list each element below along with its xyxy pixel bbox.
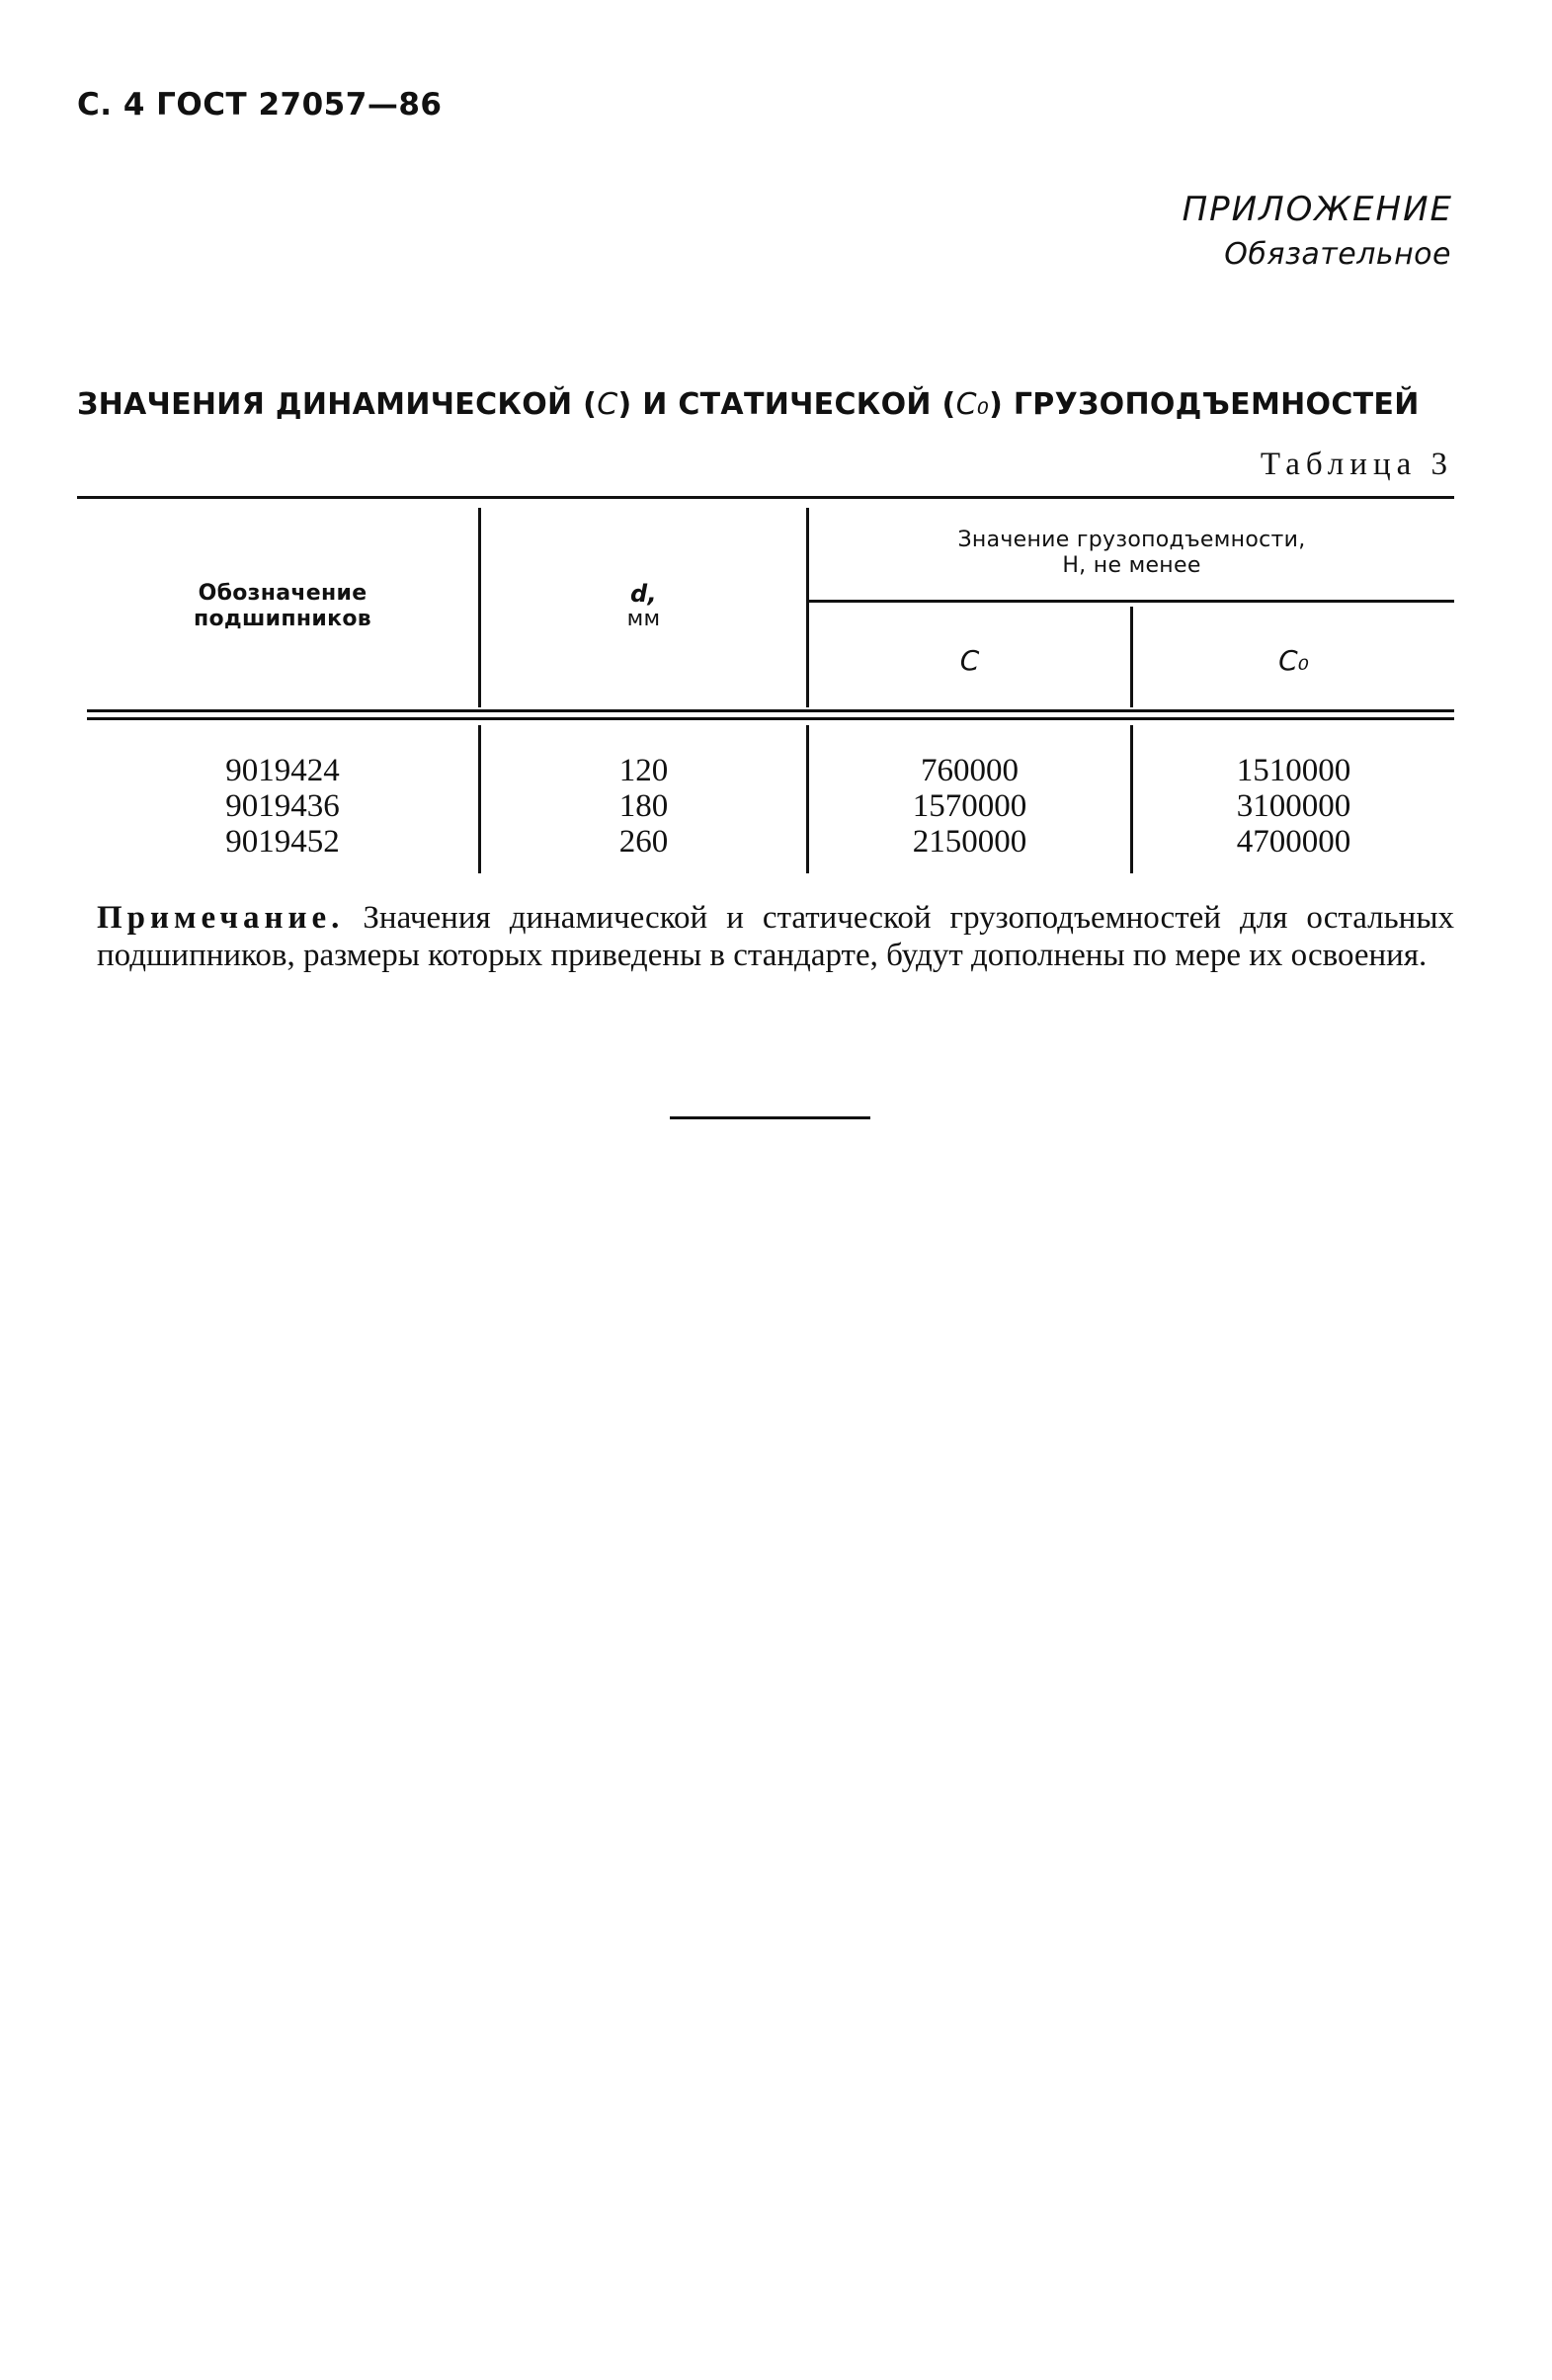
- table-cell: 9019452: [225, 824, 340, 860]
- header-capacity-line-2: Н, не менее: [1062, 553, 1201, 578]
- header-designation: [87, 581, 478, 632]
- header-diameter-symbol: d,: [630, 580, 657, 608]
- column-diameter: [481, 753, 806, 860]
- capacity-header-rule: [808, 600, 1454, 603]
- document-title: [77, 387, 1454, 422]
- table-cell: 3100000: [1236, 788, 1351, 824]
- header-diameter: [481, 581, 806, 632]
- title-part-3: ) ГРУЗОПОДЪЕМНОСТЕЙ: [989, 387, 1420, 422]
- header-capacity: [809, 528, 1454, 579]
- title-symbol-c: C: [597, 387, 618, 422]
- header-static-capacity: C₀: [1278, 644, 1309, 677]
- table-note: [97, 899, 1454, 974]
- table-cell: 9019424: [225, 753, 340, 788]
- title-part-1: ЗНАЧЕНИЯ ДИНАМИЧЕСКОЙ (: [77, 387, 598, 422]
- appendix-label: ПРИЛОЖЕНИЕ: [1182, 190, 1453, 229]
- header-designation-line-1: Обозначение: [198, 581, 368, 606]
- table-top-rule: [77, 496, 1454, 499]
- table-caption: Таблица 3: [1260, 447, 1453, 482]
- table-cell: 1510000: [1236, 753, 1351, 788]
- header-designation-line-2: подшипников: [194, 607, 371, 631]
- column-static-capacity: [1133, 753, 1454, 860]
- table-cell: 760000: [921, 753, 1019, 788]
- table-cell: 4700000: [1236, 824, 1351, 860]
- note-label: Примечание.: [97, 900, 345, 936]
- column-designation: [87, 753, 478, 860]
- table-cell: 260: [618, 824, 669, 860]
- table-cell: 9019436: [225, 788, 340, 824]
- header-double-rule-upper: [87, 709, 1454, 712]
- table-cell: 120: [618, 753, 669, 788]
- page-header: С. 4 ГОСТ 27057—86: [77, 87, 443, 123]
- header-double-rule-lower: [87, 717, 1454, 720]
- title-part-2: ) И СТАТИЧЕСКОЙ (: [617, 387, 956, 422]
- table-cell: 2150000: [912, 824, 1027, 860]
- title-symbol-c0: C₀: [955, 387, 990, 422]
- header-dynamic-capacity: C: [959, 644, 980, 677]
- appendix-status: Обязательное: [1224, 237, 1451, 272]
- table-cell: 1570000: [912, 788, 1027, 824]
- table-cell: 180: [618, 788, 669, 824]
- note-text: Значения динамической и статической грузоподъемностей для остальных подшипников, размеры которых приведены в стандарте, будут дополнены по мере их освоения.: [97, 900, 1454, 973]
- header-diameter-unit: мм: [626, 607, 661, 631]
- end-rule: [670, 1116, 870, 1119]
- header-capacity-line-1: Значение грузоподъемности,: [957, 528, 1306, 552]
- column-dynamic-capacity: [809, 753, 1130, 860]
